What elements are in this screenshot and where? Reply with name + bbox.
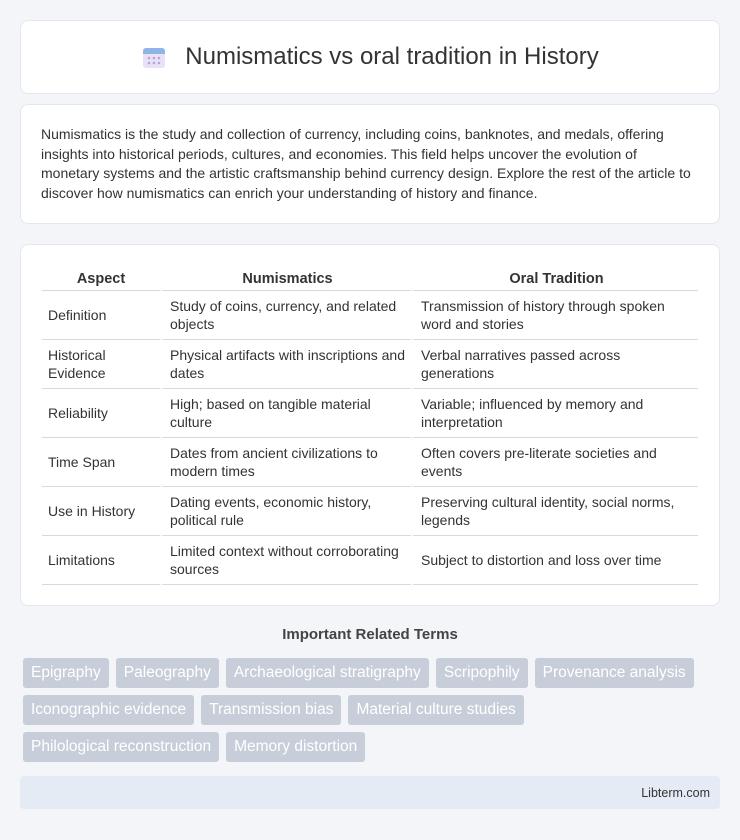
cell-oral-tradition: Verbal narratives passed across generations	[411, 340, 698, 389]
header-card	[20, 20, 720, 94]
cell-oral-tradition: Preserving cultural identity, social norms, legends	[411, 487, 698, 536]
tag-epigraphy[interactable]: Epigraphy	[23, 658, 109, 688]
table-row	[42, 536, 698, 585]
comparison-table-card	[20, 244, 720, 606]
header-oral-tradition: Oral Tradition	[411, 265, 698, 291]
tag-row	[23, 732, 723, 762]
calendar-icon	[141, 44, 167, 70]
cell-aspect: Use in History	[42, 487, 160, 536]
tag-iconographic-evidence[interactable]: Iconographic evidence	[23, 695, 194, 725]
cell-oral-tradition: Transmission of history through spoken word and stories	[411, 291, 698, 340]
cell-oral-tradition: Often covers pre-literate societies and events	[411, 438, 698, 487]
table-row	[42, 438, 698, 487]
comparison-table	[42, 265, 698, 585]
tag-transmission-bias[interactable]: Transmission bias	[201, 695, 341, 725]
header-inner	[141, 43, 598, 71]
tag-memory-distortion[interactable]: Memory distortion	[226, 732, 365, 762]
intro-card	[20, 104, 720, 224]
intro-text: Numismatics is the study and collection of currency, including coins, banknotes, and medals, offering insights into historical periods, cultures, and economies. This field helps uncover the evolution of monetary systems and the artistic craftsmanship behind currency design. Explore the rest of the article to discover how numismatics can enrich your understanding of history and finance.	[41, 126, 691, 201]
related-terms-list	[23, 658, 723, 769]
cell-aspect: Time Span	[42, 438, 160, 487]
tag-paleography[interactable]: Paleography	[116, 658, 219, 688]
cell-numismatics: High; based on tangible material culture	[160, 389, 411, 438]
tag-row	[23, 695, 723, 725]
cell-numismatics: Limited context without corroborating sources	[160, 536, 411, 585]
tag-scripophily[interactable]: Scripophily	[436, 658, 528, 688]
cell-aspect: Definition	[42, 291, 160, 340]
table-row	[42, 291, 698, 340]
table-row	[42, 389, 698, 438]
header-numismatics: Numismatics	[160, 265, 411, 291]
cell-oral-tradition: Variable; influenced by memory and interpretation	[411, 389, 698, 438]
footer	[20, 776, 720, 809]
tag-row	[23, 658, 723, 688]
table-row	[42, 340, 698, 389]
cell-numismatics: Study of coins, currency, and related objects	[160, 291, 411, 340]
cell-aspect: Historical Evidence	[42, 340, 160, 389]
table-header-row	[42, 265, 698, 291]
page-title: Numismatics vs oral tradition in History	[185, 43, 599, 70]
cell-numismatics: Dates from ancient civilizations to modern times	[160, 438, 411, 487]
cell-oral-tradition: Subject to distortion and loss over time	[411, 536, 698, 585]
header-aspect: Aspect	[42, 265, 160, 291]
cell-aspect: Limitations	[42, 536, 160, 585]
tag-provenance-analysis[interactable]: Provenance analysis	[535, 658, 694, 688]
related-terms-title: Important Related Terms	[282, 626, 458, 643]
tag-philological-reconstruction[interactable]: Philological reconstruction	[23, 732, 219, 762]
table-row	[42, 487, 698, 536]
cell-numismatics: Physical artifacts with inscriptions and dates	[160, 340, 411, 389]
footer-site-link[interactable]: Libterm.com	[641, 785, 710, 800]
tag-material-culture-studies[interactable]: Material culture studies	[348, 695, 523, 725]
cell-numismatics: Dating events, economic history, political rule	[160, 487, 411, 536]
cell-aspect: Reliability	[42, 389, 160, 438]
tag-archaeological-stratigraphy[interactable]: Archaeological stratigraphy	[226, 658, 429, 688]
